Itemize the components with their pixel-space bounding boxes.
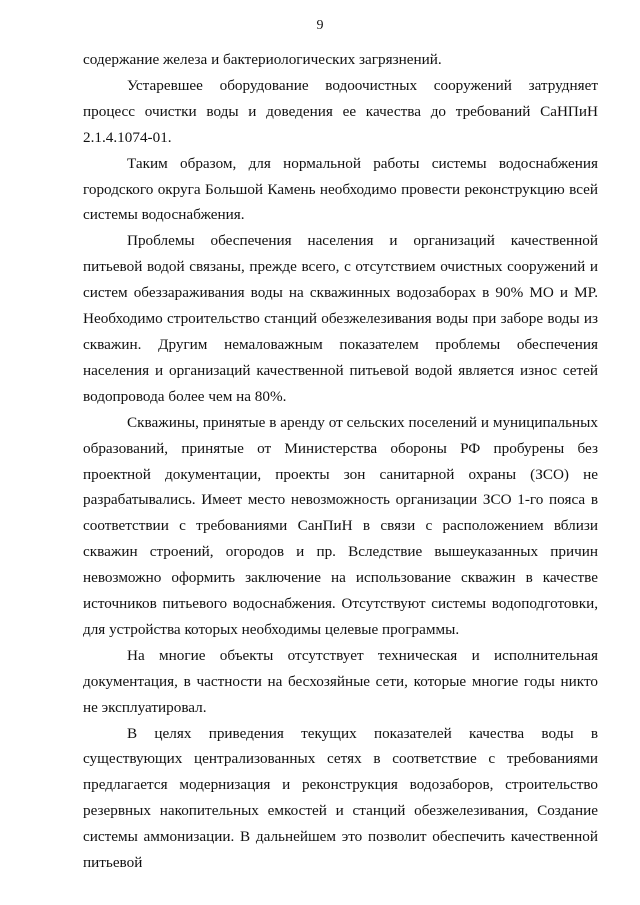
body-text (83, 47, 598, 876)
paragraph-2: Устаревшее оборудование водоочистных сооружений затрудняет процесс очистки воды и доведения ее качества до требований СаНПиН 2.1.4.1074-01. (83, 76, 598, 146)
paragraph-6: На многие объекты отсутствует техническая и исполнительная документация, в частности на бесхозяйные сети, которые многие годы никто не эксплуатировал. (83, 646, 598, 716)
paragraph-5: Скважины, принятые в аренду от сельских поселений и муниципальных образований, принятые от Министерства обороны РФ пробурены без проектной документации, проекты зон санитарной охраны (ЗСО) не разрабатывались. Имеет место невозможность организации ЗСО 1-го пояса в соответствии с требованиями СанПиН в связи с расположением вблизи скважин строений, огородов и пр. Вследствие вышеуказанных причин невозможно оформить заключение на использование скважин в качестве источников питьевого водоснабжения. Отсутствуют системы водоподготовки, для устройства которых необходимы целевые программы. (83, 413, 598, 638)
paragraph-7: В целях приведения текущих показателей качества воды в существующих централизованных сетях в соответствие с требованиями предлагается модернизация и реконструкция водозаборов, строительство резервных накопительных емкостей и станций обезжелезивания, Создание системы аммонизации. В дальнейшем это позволит обеспечить качественной питьевой (83, 724, 598, 872)
paragraph-4: Проблемы обеспечения населения и организаций качественной питьевой водой связаны, прежде всего, с отсутствием очистных сооружений и систем обеззараживания воды на скважинных водозаборах в 90% МО и МР. Необходимо строительство станций обезжелезивания воды при заборе воды из скважин. Другим немаловажным показателем проблемы обеспечения населения и организаций качественной питьевой водой является износ сетей водопровода более чем на 80%. (83, 232, 598, 405)
paragraph-3: Таким образом, для нормальной работы системы водоснабжения городского округа Большой Камень необходимо провести реконструкцию всей системы водоснабжения. (83, 154, 598, 224)
page-number: 9 (316, 18, 324, 33)
paragraph-1: содержание железа и бактериологических загрязнений. (83, 51, 442, 68)
